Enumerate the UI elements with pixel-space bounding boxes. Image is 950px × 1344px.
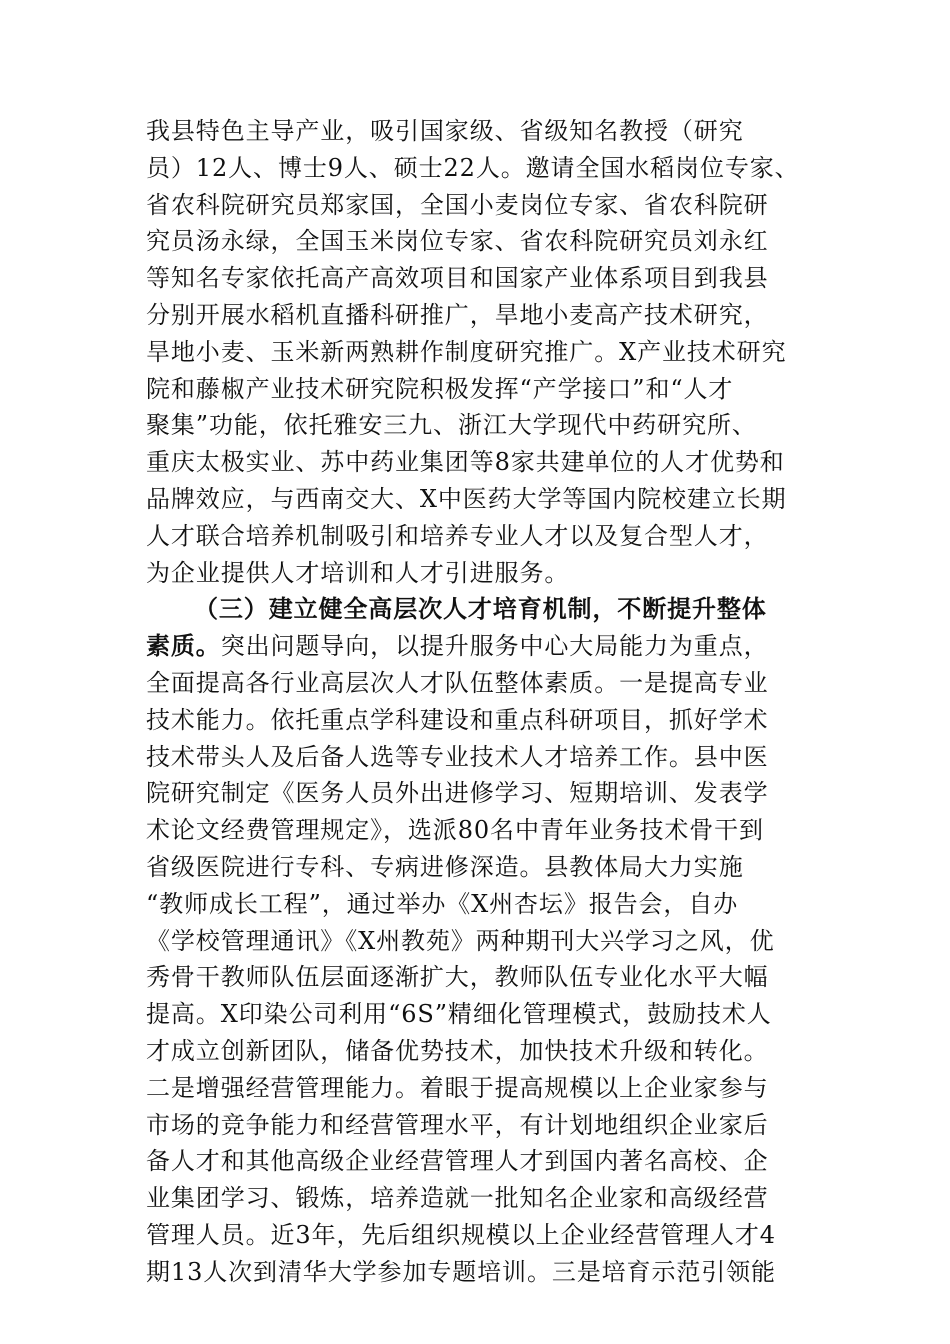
text-line: 旱地小麦、玉米新两熟耕作制度研究推广。X产业技术研究 (146, 337, 787, 366)
text-line: 术论文经费管理规定》，选派80名中青年业务技术骨干到 (146, 816, 764, 845)
body-text: 突出问题导向，以提升服务中心大局能力为重点， (220, 632, 769, 661)
text-line: 《学校管理通讯》《X州教苑》两种期刊大兴学习之风，优 (146, 926, 775, 955)
text-line: 院研究制定《医务人员外出进修学习、短期培训、发表学 (146, 779, 769, 808)
text-line: 提高。X印染公司利用“6S”精细化管理模式，鼓励技术人 (146, 1000, 772, 1029)
text-line: “教师成长工程”，通过举办《X州杏坛》报告会，自办 (146, 889, 739, 918)
text-line: 究员汤永绿，全国玉米岗位专家、省农科院研究员刘永红 (146, 227, 769, 256)
text-line: 省级医院进行专科、专病进修深造。县教体局大力实施 (146, 852, 744, 881)
text-line: 技术能力。依托重点学科建设和重点科研项目，抓好学术 (146, 705, 769, 734)
text-line: 二是增强经营管理能力。着眼于提高规模以上企业家参与 (146, 1073, 769, 1102)
section-heading-text: 素质。 (146, 631, 221, 661)
text-line: 员）12人、博士9人、硕士22人。邀请全国水稻岗位专家、 (146, 153, 800, 182)
text-line: 等知名专家依托高产高效项目和国家产业体系项目到我县 (146, 264, 769, 293)
text-line (146, 591, 826, 628)
text-line: 管理人员。近3年，先后组织规模以上企业经营管理人才4 (146, 1220, 776, 1249)
text-line: 技术带头人及后备人选等专业技术人才培养工作。县中医 (146, 742, 769, 771)
text-line: 省农科院研究员郑家国，全国小麦岗位专家、省农科院研 (146, 190, 769, 219)
text-line: 业集团学习、锻炼，培养造就一批知名企业家和高级经营 (146, 1184, 769, 1213)
text-line: 才成立创新团队，储备优势技术，加快技术升级和转化。 (146, 1036, 769, 1065)
text-line: 聚集”功能，依托雅安三九、浙江大学现代中药研究所、 (146, 411, 757, 440)
text-line: 为企业提供人才培训和人才引进服务。 (146, 558, 570, 587)
text-line: 期13人次到清华大学参加专题培训。三是培育示范引领能 (146, 1257, 776, 1286)
text-line: 人才联合培养机制吸引和培养专业人才以及复合型人才， (146, 521, 769, 550)
section-heading-text: （三）建立健全高层次人才培育机制，不断提升整体 (194, 594, 767, 624)
text-line: 分别开展水稻机直播科研推广，旱地小麦高产技术研究， (146, 300, 769, 329)
text-line: 市场的竞争能力和经营管理水平，有计划地组织企业家后 (146, 1110, 769, 1139)
text-line: 备人才和其他高级企业经营管理人才到国内著名高校、企 (146, 1147, 769, 1176)
text-line: 全面提高各行业高层次人才队伍整体素质。一是提高专业 (146, 668, 769, 697)
text-line (146, 628, 826, 665)
document-body (146, 113, 826, 1291)
text-line: 品牌效应，与西南交大、X中医药大学等国内院校建立长期 (146, 484, 787, 513)
text-line: 重庆太极实业、苏中药业集团等8家共建单位的人才优势和 (146, 448, 785, 477)
text-line: 我县特色主导产业，吸引国家级、省级知名教授（研究 (146, 117, 744, 145)
text-line: 秀骨干教师队伍层面逐渐扩大，教师队伍专业化水平大幅 (146, 963, 769, 992)
text-line: 院和藤椒产业技术研究院积极发挥“产学接口”和“人才 (146, 374, 734, 403)
